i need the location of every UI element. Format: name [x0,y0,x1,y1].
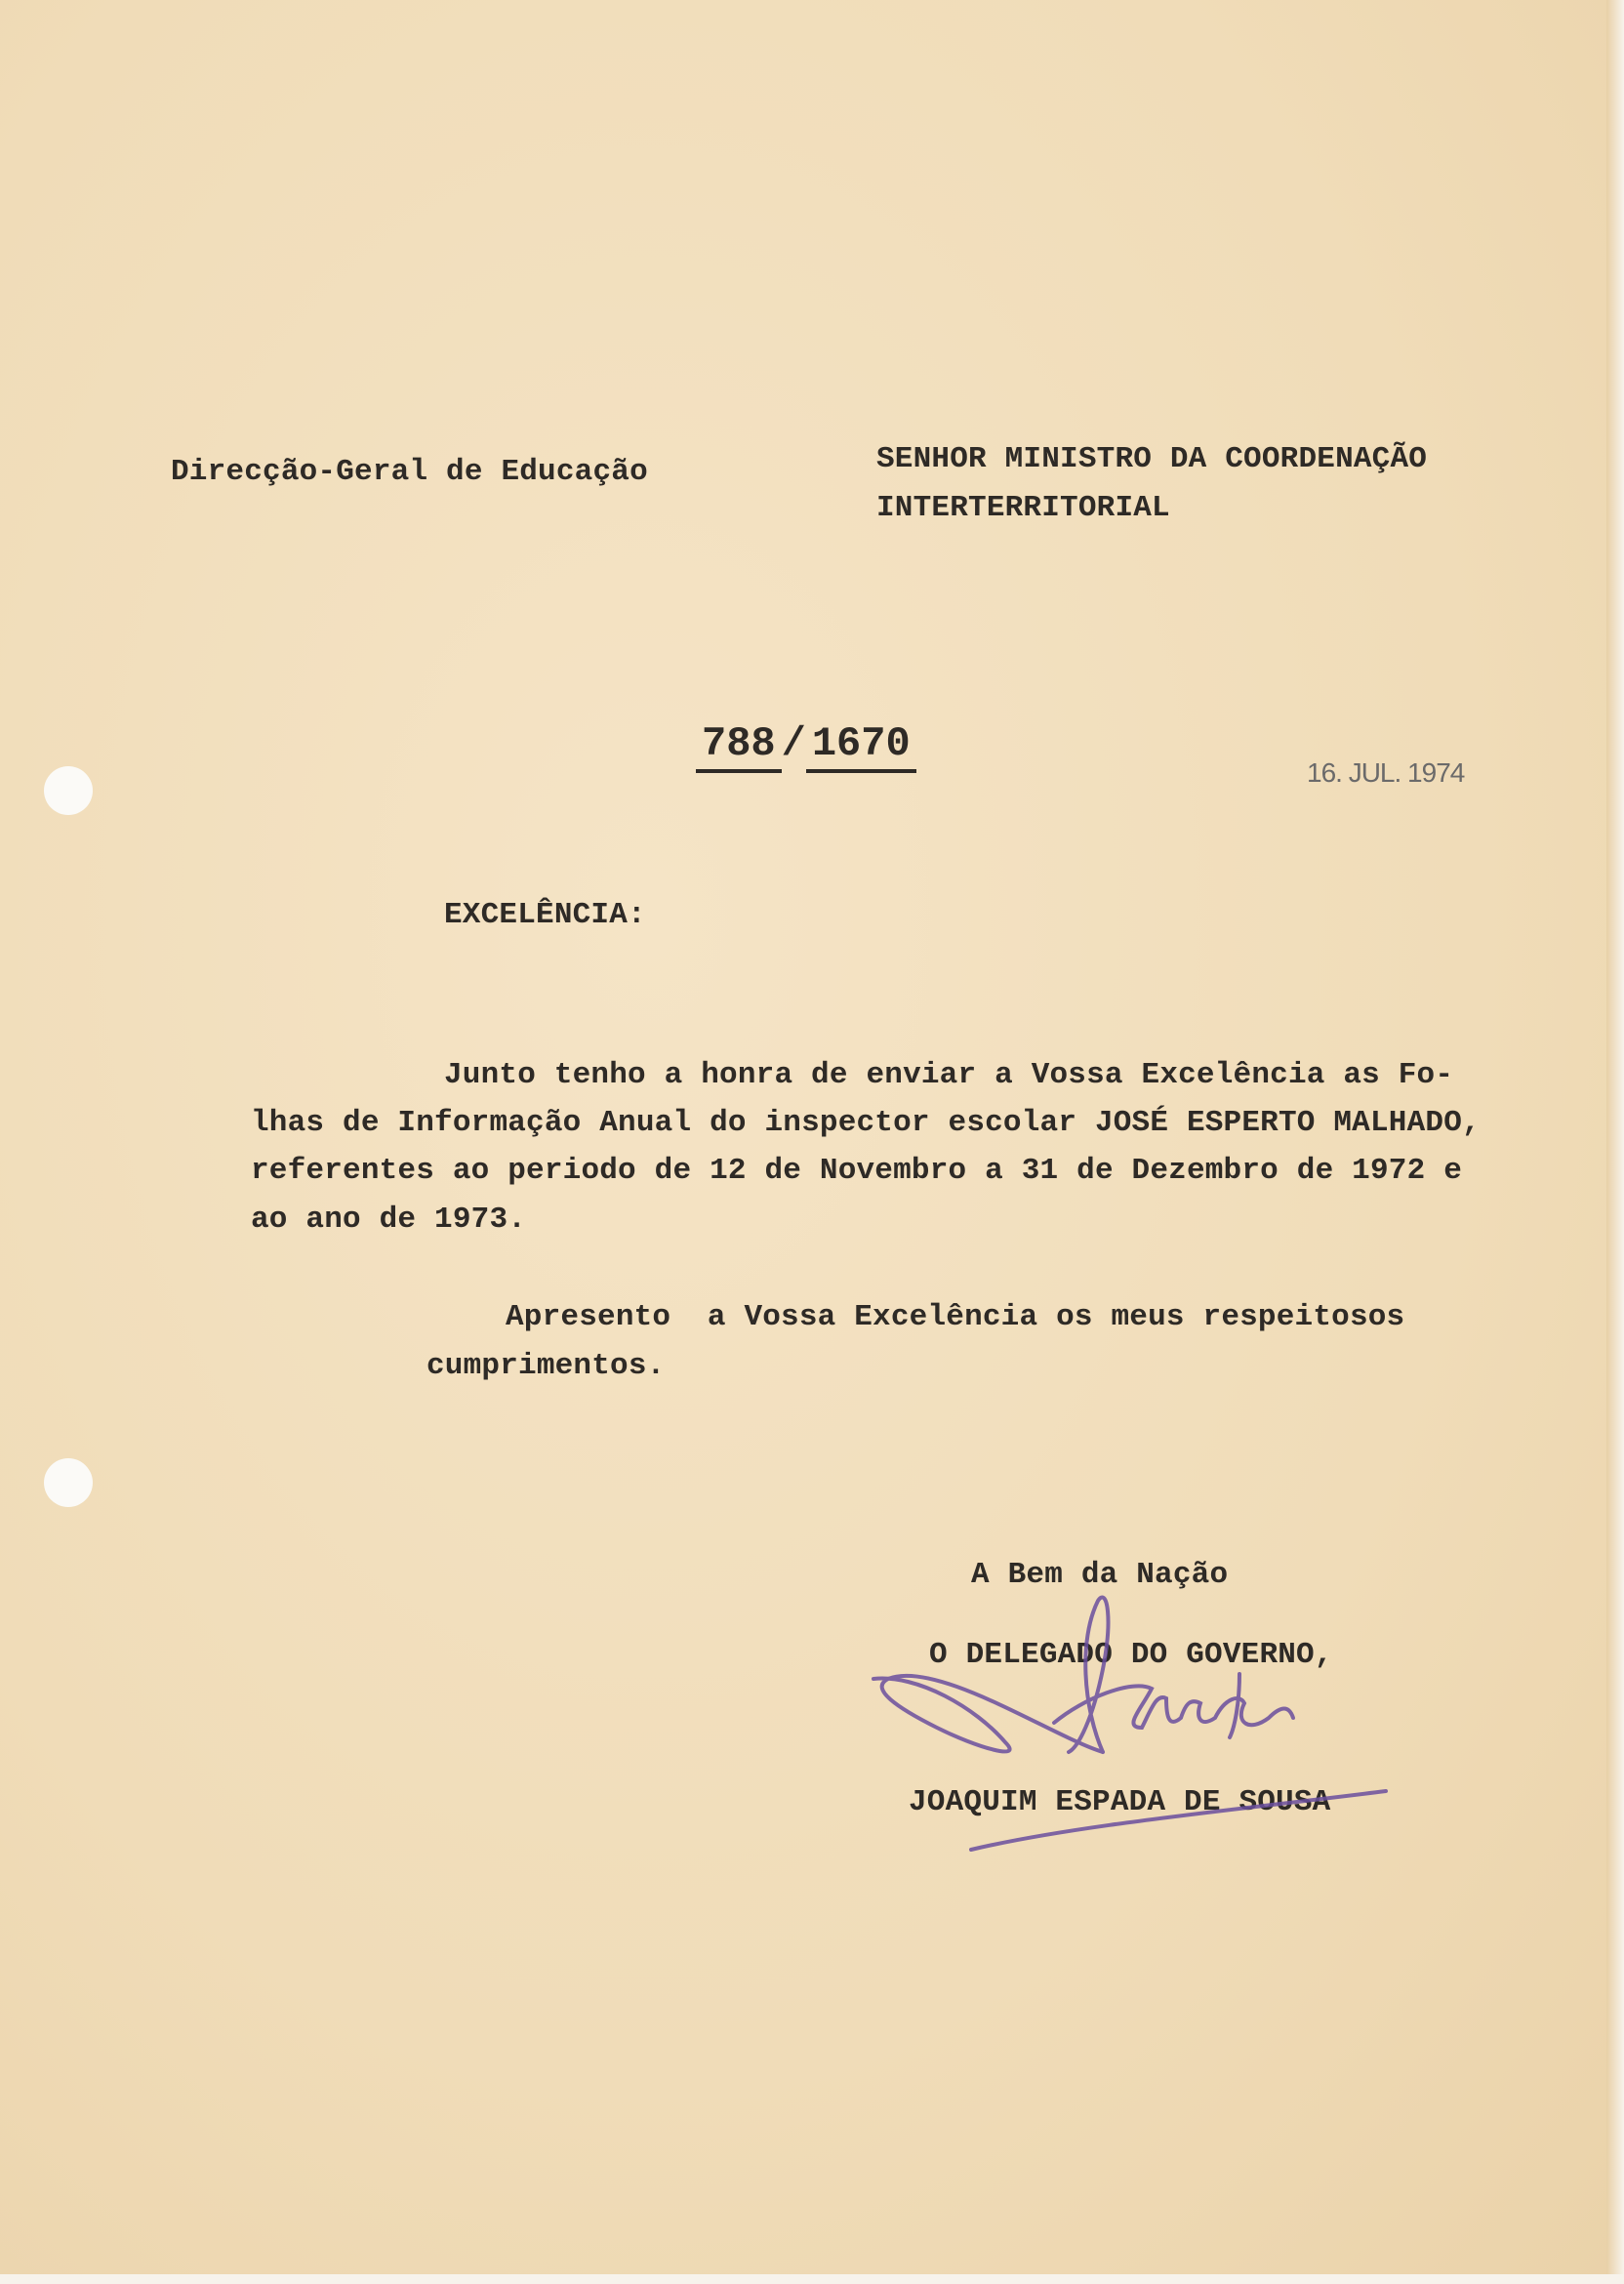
signatory-name: JOAQUIM ESPADA DE SOUSA [909,1785,1331,1819]
handwritten-signature [859,1581,1405,1864]
signatory-title: O DELEGADO DO GOVERNO, [929,1638,1333,1672]
reference-number-a: 788 [696,720,782,773]
body-line: referentes ao periodo de 12 de Novembro a 31 de Dezembro de 1972 e [251,1154,1462,1188]
reference-separator: / [781,720,806,767]
reference-number [696,720,916,767]
recipient-line-2: INTERTERRITORIAL [876,491,1170,525]
reference-number-b: 1670 [806,720,916,773]
body-line: lhas de Informação Anual do inspector escolar JOSÉ ESPERTO MALHADO, [251,1106,1481,1140]
date-stamp: 16. JUL. 1974 [1307,757,1465,788]
body-line: ao ano de 1973. [251,1203,527,1237]
paper-bottom-edge [0,2274,1624,2284]
salutation: EXCELÊNCIA: [444,898,646,932]
sender-department: Direcção-Geral de Educação [171,455,648,489]
body-line: cumprimentos. [426,1349,666,1383]
recipient-line-1: SENHOR MINISTRO DA COORDENAÇÃO [876,442,1428,476]
closing-motto: A Bem da Nação [971,1558,1229,1592]
body-line: Junto tenho a honra de enviar a Vossa Excelência as Fo- [444,1058,1454,1092]
punch-hole [44,1458,93,1507]
body-line: Apresento a Vossa Excelência os meus respeitosos [506,1300,1405,1334]
paper-edge [1606,0,1624,2284]
punch-hole [44,766,93,815]
